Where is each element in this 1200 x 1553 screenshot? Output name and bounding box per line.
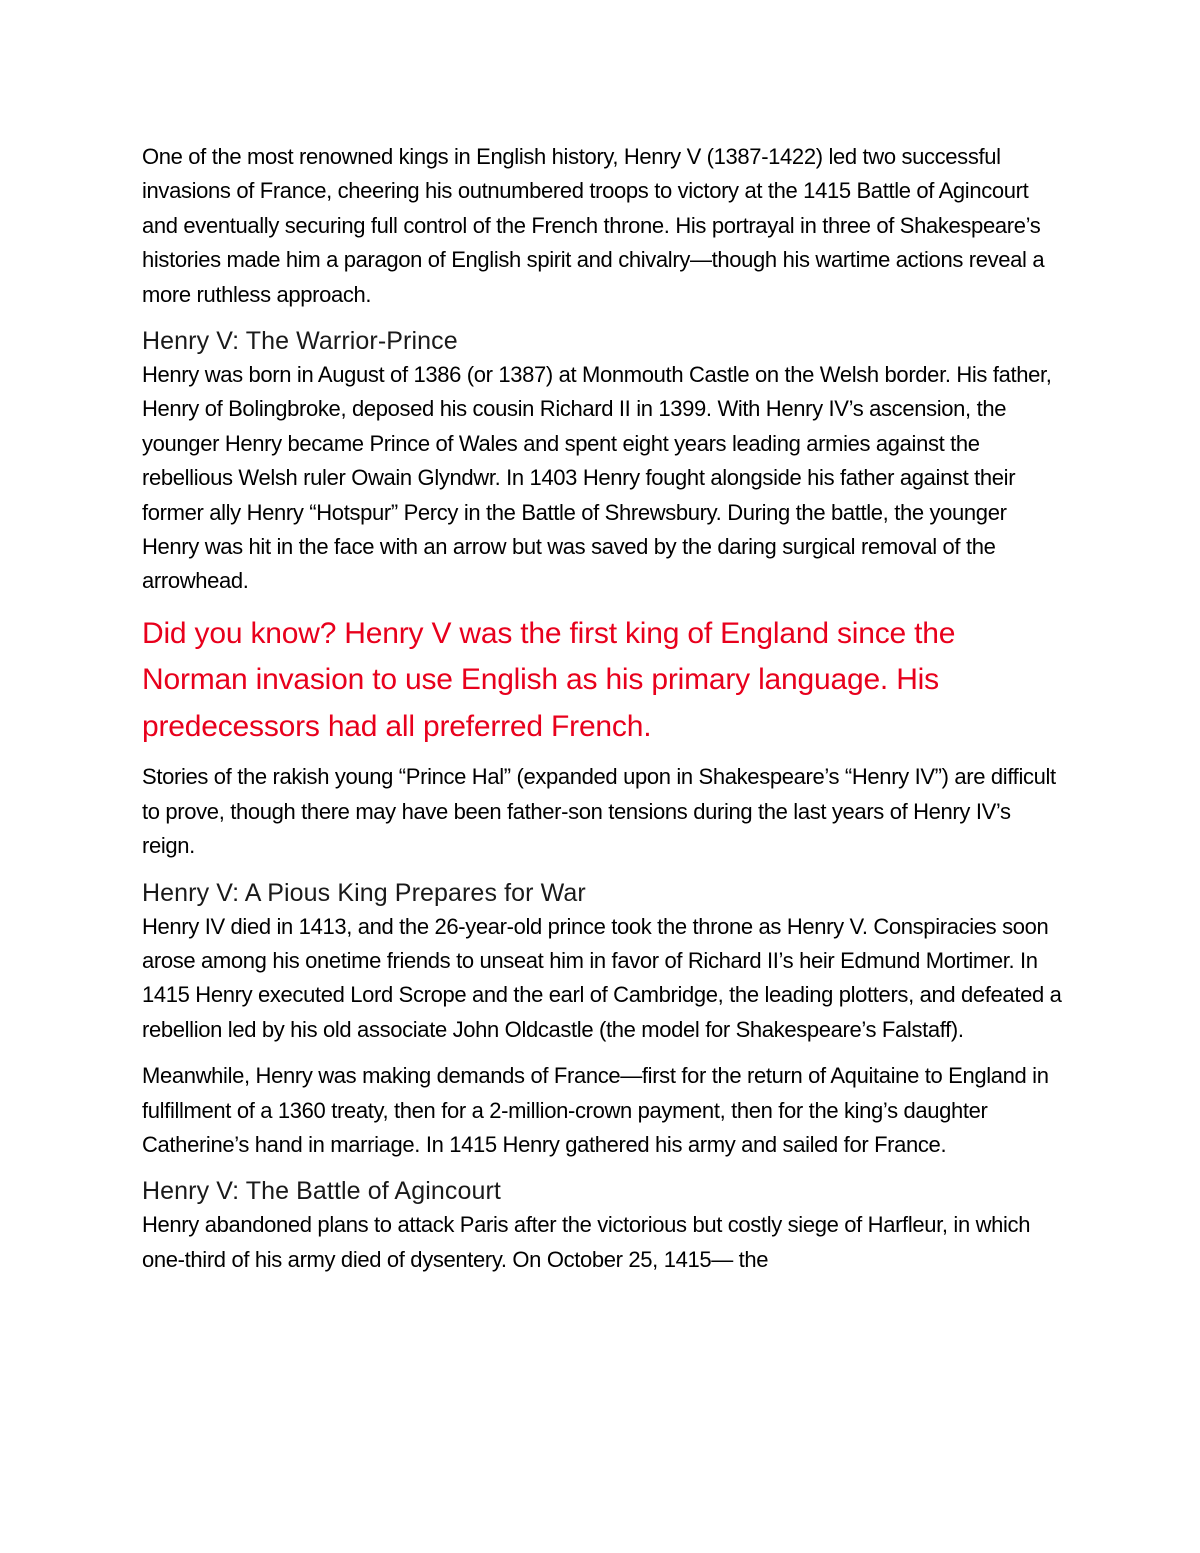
did-you-know-callout: Did you know? Henry V was the first king of England since the Norman invasion to use English as his primary language. His predecessors had all preferred French. (142, 616, 956, 743)
pious-king-paragraph-1: Henry IV died in 1413, and the 26-year-old prince took the throne as Henry V. Conspiracies soon arose among his onetime friends to unseat him in favor of Richard II’s heir Edmund Mortimer. In 1415 Henry executed Lord Scrope and the earl of Cambridge, the leading plotters, and defeated a rebellion led by his old associate John Oldcastle (the model for Shakespeare’s Falstaff). (142, 913, 1062, 1042)
prince-hal-paragraph: Stories of the rakish young “Prince Hal” (expanded upon in Shakespeare’s “Henry IV”) are difficult to prove, though there may have been father-son tensions during the last years of Henry IV’s reign. (142, 764, 1056, 859)
intro-paragraph: One of the most renowned kings in English history, Henry V (1387-1422) led two successful invasions of France, cheering his outnumbered troops to victory at the 1415 Battle of Agincourt and eventually securing full control of the French throne. His portrayal in three of Shakespeare’s histories made him a paragon of English spirit and chivalry—though his wartime actions reveal a more ruthless approach. (142, 144, 1045, 307)
warrior-prince-paragraph: Henry was born in August of 1386 (or 1387) at Monmouth Castle on the Welsh border. His father, Henry of Bolingbroke, deposed his cousin Richard II in 1399. With Henry IV’s ascension, the younger Henry became Prince of Wales and spent eight years leading armies against the rebellious Welsh ruler Owain Glyndwr. In 1403 Henry fought alongside his father against their former ally Henry “Hotspur” Percy in the Battle of Shrewsbury. During the battle, the younger Henry was hit in the face with an arrow but was saved by the daring surgical removal of the arrowhead. (142, 362, 1052, 594)
pious-king-paragraph-2: Meanwhile, Henry was making demands of France—first for the return of Aquitaine to England in fulfillment of a 1360 treaty, then for a 2-million-crown payment, then for the king’s daughter Catherine’s hand in marriage. In 1415 Henry gathered his army and sailed for France. (142, 1063, 1049, 1158)
agincourt-paragraph: Henry abandoned plans to attack Paris after the victorious but costly siege of Harfleur, in which one-third of his army died of dysentery. On October 25, 1415— the (142, 1212, 1031, 1272)
document-page (142, 140, 1062, 1289)
section-heading-agincourt: Henry V: The Battle of Agincourt (142, 1177, 501, 1206)
section-heading-warrior-prince: Henry V: The Warrior-Prince (142, 327, 458, 356)
section-heading-pious-king: Henry V: A Pious King Prepares for War (142, 878, 586, 907)
